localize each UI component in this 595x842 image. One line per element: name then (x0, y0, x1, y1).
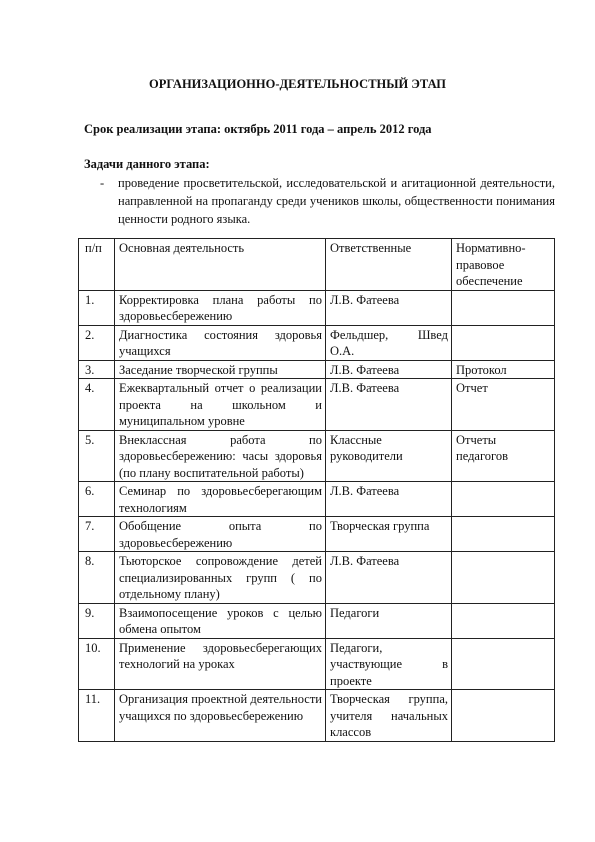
cell-activity: Организация проектной деятельности учащихся по здоровьесбережению (115, 690, 326, 742)
cell-support (452, 690, 555, 742)
table-header-row (79, 239, 555, 291)
activity-table (78, 238, 555, 742)
cell-num: 2. (79, 325, 115, 360)
cell-activity: Взаимопосещение уроков с целью обмена опытом (115, 603, 326, 638)
table-row (79, 552, 555, 604)
cell-num: 11. (79, 690, 115, 742)
table-row (79, 290, 555, 325)
table-row (79, 603, 555, 638)
period-line: Срок реализации этапа: октябрь 2011 года – апрель 2012 года (84, 122, 432, 136)
table-row (79, 482, 555, 517)
cell-responsible: Л.В. Фатеева (326, 379, 452, 431)
cell-support (452, 638, 555, 690)
cell-support (452, 517, 555, 552)
task-list-item (100, 174, 555, 228)
cell-num: 4. (79, 379, 115, 431)
header-support: Нормативно-правовое обеспечение (452, 239, 555, 291)
cell-num: 7. (79, 517, 115, 552)
cell-activity: Обобщение опыта по здоровьесбережению (115, 517, 326, 552)
cell-support (452, 482, 555, 517)
table-row (79, 325, 555, 360)
tasks-heading: Задачи данного этапа: (84, 157, 210, 171)
cell-responsible: Л.В. Фатеева (326, 552, 452, 604)
cell-support: Отчеты педагогов (452, 430, 555, 482)
cell-support (452, 325, 555, 360)
cell-responsible: Л.В. Фатеева (326, 290, 452, 325)
table-row (79, 638, 555, 690)
cell-num: 6. (79, 482, 115, 517)
cell-activity: Тьюторское сопровождение детей специализированных групп ( по отдельному плану) (115, 552, 326, 604)
cell-num: 9. (79, 603, 115, 638)
header-activity: Основная деятельность (115, 239, 326, 291)
cell-activity: Диагностика состояния здоровья учащихся (115, 325, 326, 360)
cell-support: Протокол (452, 360, 555, 379)
table-row (79, 430, 555, 482)
cell-num: 1. (79, 290, 115, 325)
cell-activity: Ежеквартальный отчет о реализации проекта на школьном и муниципальном уровне (115, 379, 326, 431)
cell-num: 5. (79, 430, 115, 482)
cell-responsible: Л.В. Фатеева (326, 482, 452, 517)
cell-support (452, 552, 555, 604)
table-row (79, 379, 555, 431)
cell-support (452, 603, 555, 638)
cell-responsible: Л.В. Фатеева (326, 360, 452, 379)
table-row (79, 517, 555, 552)
header-num: п/п (79, 239, 115, 291)
cell-support (452, 290, 555, 325)
cell-activity: Заседание творческой группы (115, 360, 326, 379)
cell-responsible: Педагоги, участвующие в проекте (326, 638, 452, 690)
cell-num: 3. (79, 360, 115, 379)
cell-responsible: Творческая группа, учителя начальных классов (326, 690, 452, 742)
cell-responsible: Педагоги (326, 603, 452, 638)
cell-responsible: Классные руководители (326, 430, 452, 482)
list-dash: - (100, 176, 105, 190)
cell-activity: Корректировка плана работы по здоровьесбережению (115, 290, 326, 325)
table-row (79, 690, 555, 742)
table-row (79, 360, 555, 379)
cell-responsible: Творческая группа (326, 517, 452, 552)
cell-activity: Внеклассная работа по здоровьесбережению: часы здоровья (по плану воспитательной работы) (115, 430, 326, 482)
header-responsible: Ответственные (326, 239, 452, 291)
cell-responsible: Фельдшер, Швед О.А. (326, 325, 452, 360)
cell-num: 8. (79, 552, 115, 604)
page-title: ОРГАНИЗАЦИОННО-ДЕЯТЕЛЬНОСТНЫЙ ЭТАП (148, 77, 447, 91)
cell-activity: Семинар по здоровьесберегающим технологиям (115, 482, 326, 517)
task-text: проведение просветительской, исследовательской и агитационной деятельности, направленной на пропаганду среди учеников школы, общественности понимания ценности родного языка. (118, 176, 555, 226)
cell-activity: Применение здоровьесберегающих технологий на уроках (115, 638, 326, 690)
cell-num: 10. (79, 638, 115, 690)
cell-support: Отчет (452, 379, 555, 431)
